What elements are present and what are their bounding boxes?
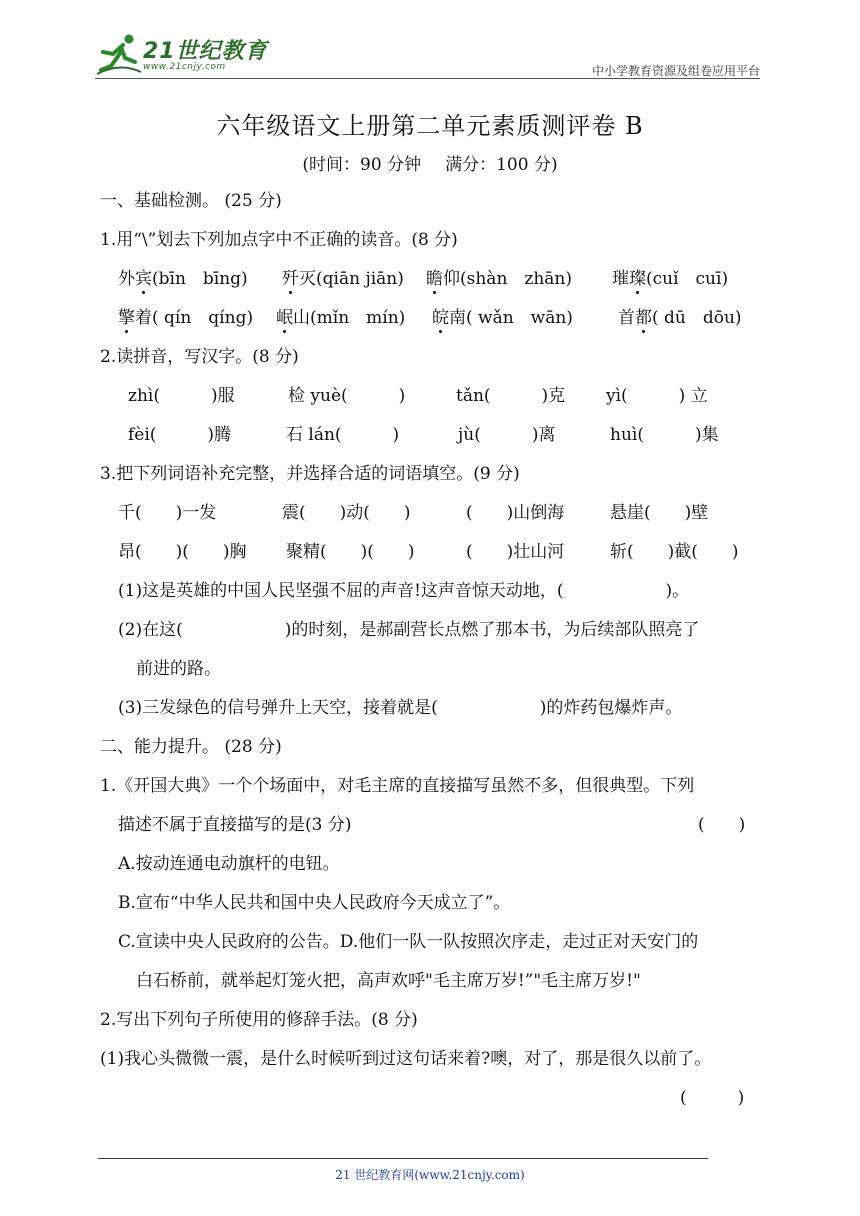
s2-q1-option-b: B.宣布“中华人民共和国中央人民政府今天成立了”。: [118, 893, 511, 913]
s2-q1-answer-paren: ( ): [698, 815, 746, 835]
section2-heading: 二、能力提升。 (28 分): [100, 737, 282, 757]
runner-logo-icon: [95, 32, 143, 76]
footer-text: 21 世纪教育网(www.21cnjy.com): [335, 1168, 525, 1182]
exam-time: (时间：90 分钟: [302, 155, 422, 175]
q3-item: 斩( )截( ): [610, 542, 739, 562]
q2-item: 检 yuè( ): [288, 386, 406, 406]
logo-url: www.21cnjy.com: [143, 62, 226, 72]
q3-prompt: 3.把下列词语补充完整，并选择合适的词语填空。(9 分): [100, 464, 520, 484]
header-platform-text: 中小学教育资源及组卷应用平台: [591, 64, 760, 78]
q1-item: 璀璨(cuǐ cuī): [612, 269, 729, 289]
exam-score: 满分：100 分): [445, 155, 558, 175]
q2-prompt: 2.读拼音，写汉字。(8 分): [100, 347, 299, 367]
q1-item: 歼灭(qiān jiān): [282, 269, 404, 289]
q3-sentence-1: (1)这是英雄的中国人民坚强不屈的声音!这声音惊天动地，( )。: [118, 581, 690, 601]
q2-item: huì( )集: [610, 425, 719, 445]
q3-item: 千( )一发: [118, 503, 217, 523]
page-title: 六年级语文上册第二单元素质测评卷 B: [216, 112, 644, 140]
q3-item: 震( )动( ): [282, 503, 411, 523]
footer-divider: [98, 1158, 708, 1159]
q1-item: 瞻仰(shàn zhān): [426, 269, 573, 289]
q2-item: 石 lán( ): [286, 425, 400, 445]
s2-q2-answer-paren: ( ): [680, 1088, 745, 1108]
logo-text: 21世纪教育: [143, 39, 268, 64]
q2-item: fèi( )腾: [128, 425, 232, 445]
q2-item: jù( )离: [458, 425, 556, 445]
page-header: [95, 28, 760, 80]
s2-q1-option-c: C.宣读中央人民政府的公告。D.他们一队一队按照次序走，走过正对天安门的: [118, 932, 699, 952]
page-subtitle: [0, 150, 860, 175]
q2-item: yì( ) 立: [606, 386, 708, 406]
q1-item: 外宾(bīn bīng): [118, 269, 248, 289]
site-logo: [95, 32, 270, 76]
header-divider: [95, 78, 760, 79]
q3-item: 昂( )( )胸: [118, 542, 247, 562]
q3-item: ( )壮山河: [466, 542, 565, 562]
q3-sentence-2-cont: 前进的路。: [136, 659, 221, 679]
q3-item: 聚精( )( ): [286, 542, 415, 562]
s2-q1-option-d-cont: 白石桥前，就举起灯笼火把，高声欢呼"毛主席万岁!”"毛主席万岁!": [136, 971, 641, 991]
section1-heading: 一、基础检测。 (25 分): [100, 191, 282, 211]
s2-q1-option-a: A.按动连通电动旗杆的电钮。: [118, 854, 340, 874]
s2-q1-line1: 1.《开国大典》一个个场面中，对毛主席的直接描写虽然不多，但很典型。下列: [100, 776, 695, 796]
q1-item: 岷山(mǐn mín): [276, 308, 406, 328]
s2-q2-prompt: 2.写出下列句子所使用的修辞手法。(8 分): [100, 1010, 418, 1030]
q3-item: 悬崖( )壁: [610, 503, 709, 523]
q3-sentence-3: (3)三发绿色的信号弹升上天空，接着就是( )的炸药包爆炸声。: [118, 698, 683, 718]
q3-sentence-2: (2)在这( )的时刻，是郝副营长点燃了那本书，为后续部队照亮了: [118, 620, 700, 640]
q1-item: 首都( dū dōu): [618, 308, 742, 328]
q1-prompt: 1.用“\”划去下列加点字中不正确的读音。(8 分): [100, 230, 458, 250]
q2-item: zhì( )服: [128, 386, 235, 406]
q2-item: tǎn( )克: [456, 386, 566, 406]
s2-q2-sentence-1: (1)我心头微微一震，是什么时候听到过这句话来着?噢，对了，那是很久以前了。: [100, 1049, 712, 1069]
s2-q1-line2: 描述不属于直接描写的是(3 分): [118, 815, 352, 835]
q1-item: 擎着( qín qíng): [118, 308, 254, 328]
q3-item: ( )山倒海: [466, 503, 565, 523]
q1-item: 皖南( wǎn wān): [432, 308, 573, 328]
